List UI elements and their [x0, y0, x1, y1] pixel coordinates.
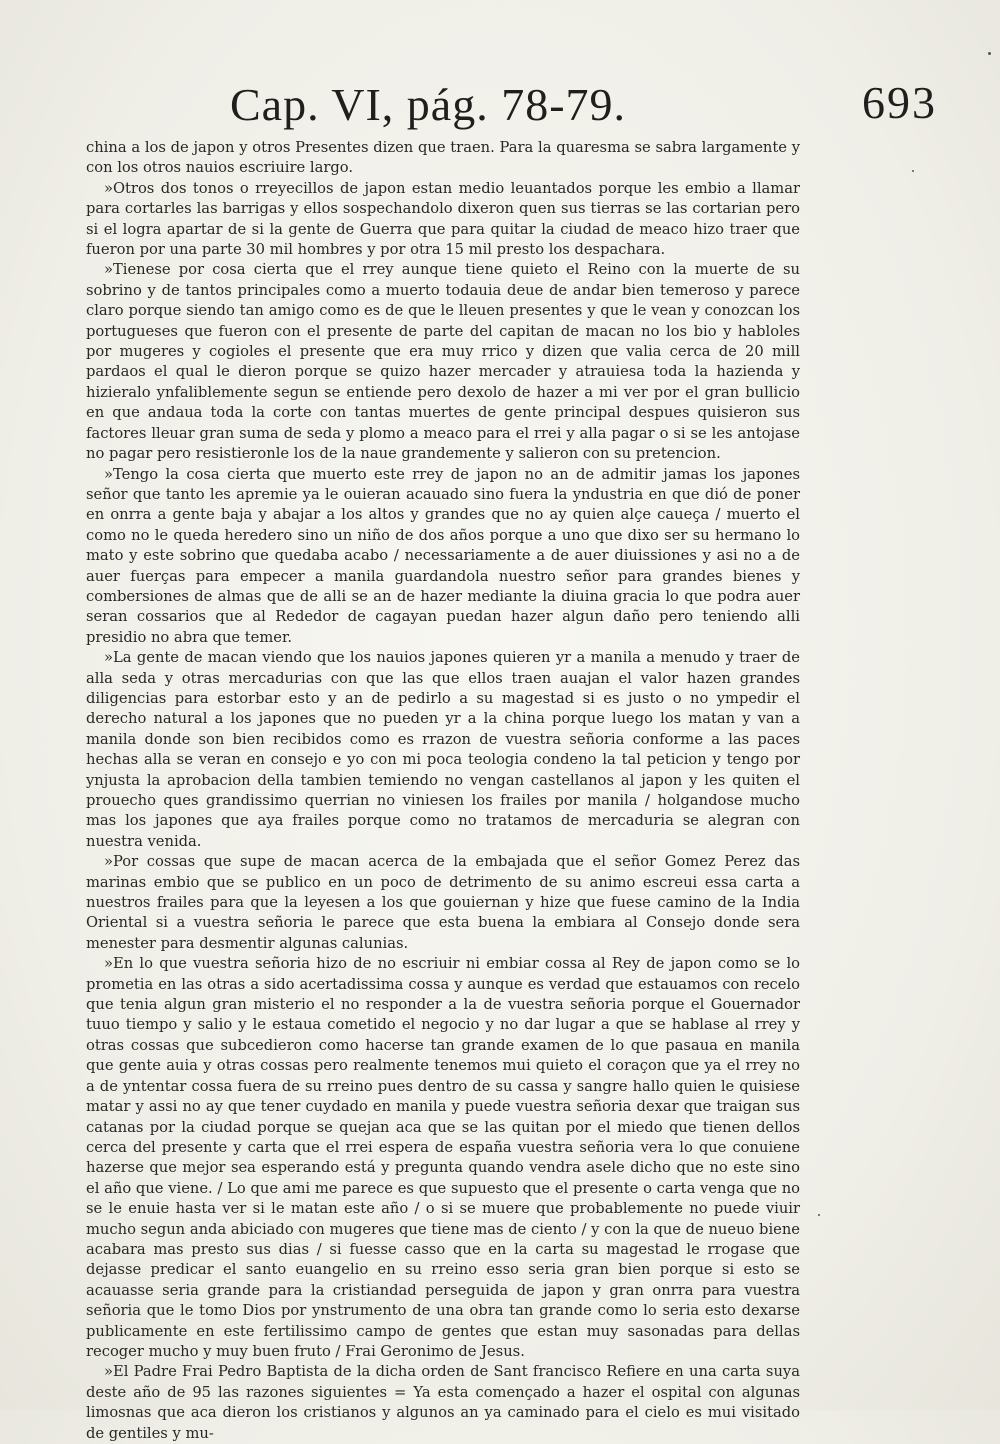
paragraph: »El Padre Frai Pedro Baptista de la dicha orden de Sant francisco Refiere en una carta suya deste año de 95 las razones siguientes = Ya esta començado a hazer el ospital con algunas limosnas que aca dieron los cristianos y algunos an ya caminado para el cielo es mui visitado de gentiles y mu-	[86, 1363, 800, 1442]
paragraph: »Otros dos tonos o rreyecillos de japon estan medio leuantados porque les embio a llamar para cortarles las barrigas y ellos sospechandolo dixeron quen sus tierras se las cortarian pero si el logra apartar de si la gente de Guerra que para quitar la ciudad de meaco hizo traer que fueron por una parte 30 mil hombres y por otra 15 mil presto los despachara.	[86, 179, 800, 259]
paragraph: »Tengo la cosa cierta que muerto este rrey de japon no an de admitir jamas los japones señor que tanto les apremie ya le ouieran acauado sino fuera la yndustria en que dió de poner en onrra a gente baja y abajar a los altos y grandes que no ay quien alçe caueça / muerto el como no le queda heredero sino un niño de dos años porque a uno que dixo ser su hermano lo mato y este sobrino que quedaba acabo / necessariamente a de auer diuissiones y asi no a de auer fuerças para empecer a manila guardandola nuestro señor para grandes bienes y combersiones de almas que de alli se an de hazer mediante la diuina gracia lo que podra auer seran cossarios que al Rededor de cagayan puedan hazer algun daño pero teniendo alli presidio no abra que temer.	[86, 465, 800, 646]
paper-speck	[818, 1214, 820, 1216]
page-number: 693	[862, 77, 937, 128]
paragraph: china a los de japon y otros Presentes dizen que traen. Para la quaresma se sabra largamente y con los otros nauios escriuire largo.	[86, 139, 800, 177]
body-text	[86, 138, 800, 1444]
paper-speck	[912, 170, 914, 172]
paragraph: »En lo que vuestra señoria hizo de no escriuir ni embiar cossa al Rey de japon como se lo prometia en las otras a sido acertadissima cossa y aunque es verdad que estauamos con recelo que tenia algun gran misterio el no responder a la de vuestra señoria porque el Gouernador tuuo tiempo y salio y le estaua cometido el negocio y no dar lugar a que se hablase al rrey y otras cossas que subcedieron como hacerse tan grande examen de lo que pasaua en manila que gente auia y otras cossas pero realmente tenemos mui quieto el coraçon que ya el rrey no a de yntentar cossa fuera de su rreino pues dentro de su cassa y sangre hallo quien le quisiese matar y assi no ay que tener cuydado en manila y puede vuestra señoria dexar que traigan sus catanas por la ciudad porque se quejan aca que se las quitan por el miedo que tienen dellos cerca del presente y carta que el rrei espera de españa vuestra señoria vera lo que conuiene hazerse que mejor sea esperando está y pregunta quando vendra asele dicho que no este sino el año que viene. / Lo que ami me parece es que supuesto que el presente o carta venga que no se le enuie hasta ver si le matan este año / o si se muere que probablemente no puede viuir mucho segun anda abiciado con mugeres que tiene mas de ciento / y con la que de nueuo biene acabara mas presto sus dias / si fuesse casso que en la carta su magestad le rrogase que dejasse predicar el santo euangelio en su rreino esso seria gran bien porque si esto se acauasse seria grande para la cristiandad perseguida de japon y gran onrra para vuestra señoria que le tomo Dios por ynstrumento de una obra tan grande como lo seria esto dexarse publicamente en este fertilissimo campo de gentes que estan muy sasonadas para dellas recoger mucho y muy buen fruto / Frai Geronimo de Jesus.	[86, 955, 800, 1360]
page-title: Cap. VI, pág. 78-79.	[230, 79, 627, 130]
paragraph: »Tienese por cosa cierta que el rrey aunque tiene quieto el Reino con la muerte de su sobrino y de tantos principales como a muerto todauia deue de andar bien temeroso y parece claro porque siendo tan amigo como es de que le lleuen presentes y que le vean y conozcan los portugueses que fueron con el presente de parte del capitan de macan no los bio y habloles por mugeres y cogioles el presente que era muy rrico y dizen que valia cerca de 20 mill pardaos el qual le dieron porque se quizo hazer mercader y atrauiesa toda la hazienda y hizieralo ynfaliblemente segun se entiende pero dexolo de hazer a mi ver por el gran bullicio en que andaua toda la corte con tantas muertes de gente principal despues quisieron sus factores lleuar gran suma de seda y plomo a meaco para el rrei y alla pagar o si se les antojase no pagar pero resistieronle los de la naue grandemente y salieron con su pretencion.	[86, 261, 800, 463]
paragraph: »Por cossas que supe de macan acerca de la embajada que el señor Gomez Perez das marinas embio que se publico en un poco de detrimento de su animo escreui essa carta a nuestros frailes para que la leyesen a los que gouiernan y hize que fuese camino de la India Oriental si a vuestra señoria le parece que esta buena la embiara al Consejo donde sera menester para desmentir algunas calunias.	[86, 853, 800, 952]
page-header	[0, 68, 1000, 138]
paper-speck	[988, 52, 991, 55]
paragraph: »La gente de macan viendo que los nauios japones quieren yr a manila a menudo y traer de alla seda y otras mercadurias con que las que ellos traen auajan el valor hazen grandes diligencias para estorbar esto y an de pedirlo a su magestad si es justo o no ympedir el derecho natural a los japones que no pueden yr a la china porque luego los matan y van a manila donde son bien recibidos como es rrazon de vuestra señoria conforme a las paces hechas alla se veran en consejo e yo con mi poca teologia condeno la tal peticion y tengo por ynjusta la aprobacion della tambien temiendo no vengan castellanos al japon y les quiten el prouecho ques grandissimo querrian no viniesen los frailes por manila / holgandose mucho mas los japones que aya frailes porque como no tratamos de mercaduria se alegran con nuestra venida.	[86, 649, 800, 850]
